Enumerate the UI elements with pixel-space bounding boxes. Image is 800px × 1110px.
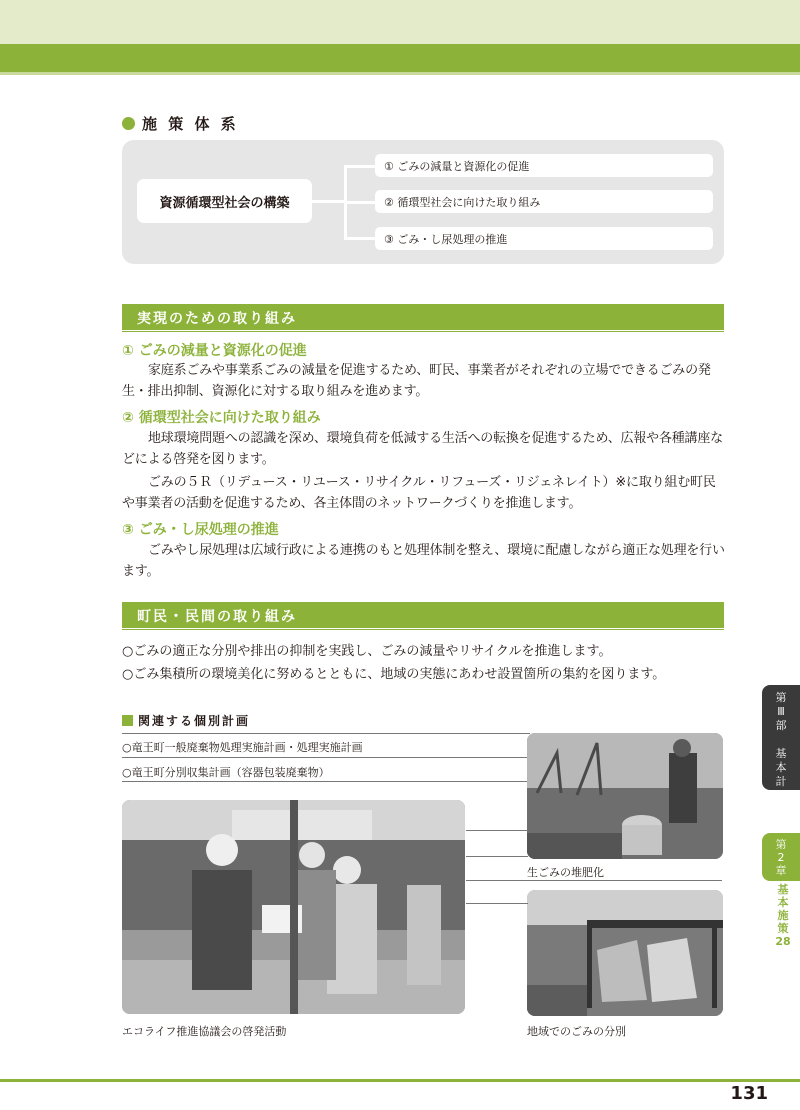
related-plan-item: ○竜王町分別収集計画（容器包装廃棄物）	[122, 766, 330, 779]
actions-band	[122, 304, 724, 330]
rule	[122, 733, 530, 734]
actions-band-title: 実現のための取り組み	[137, 311, 297, 327]
connector	[344, 165, 376, 168]
section-title: 施 策 体 系	[142, 115, 239, 133]
caption-sorting: 地域でのごみの分別	[527, 1025, 626, 1038]
square-bullet-icon	[122, 715, 133, 726]
band-underline	[122, 331, 724, 332]
policy-item: ① ごみの減量と資源化の促進	[375, 154, 713, 177]
photo-compost	[527, 733, 723, 859]
action-item-3-title: ③ ごみ・し尿処理の推進	[122, 522, 279, 538]
caption-campaign: エコライフ推進協議会の啓発活動	[122, 1025, 287, 1038]
policy-item: ③ ごみ・し尿処理の推進	[375, 227, 713, 250]
side-tab-part: 第 Ⅲ 部 基 本 計 画	[762, 685, 800, 790]
related-plan-item: ○竜王町一般廃棄物処理実施計画・処理実施計画	[122, 741, 363, 754]
citizens-band-title: 町民・民間の取り組み	[137, 609, 297, 625]
photo-campaign	[122, 800, 465, 1014]
section-bullet-icon	[122, 117, 135, 130]
header-line	[0, 72, 800, 75]
action-item-1-text: 家庭系ごみや事業系ごみの減量を促進するため、町民、事業者がそれぞれの立場でできるごみの発生・排出抑制、資源化に対する取り組みを進めます。	[122, 363, 711, 399]
citizens-line-1: ○ごみの適正な分別や排出の抑制を実践し、ごみの減量やリサイクルを推進します。	[122, 644, 612, 659]
connector	[344, 237, 376, 240]
connector	[344, 201, 376, 204]
footer-line	[0, 1079, 800, 1082]
action-item-2-title: ② 循環型社会に向けた取り組み	[122, 410, 321, 426]
caption-leader	[466, 903, 528, 904]
header-band	[0, 0, 800, 44]
rule	[466, 880, 722, 881]
page-number: 131	[730, 1083, 768, 1104]
action-item-3-text: ごみやし尿処理は広域行政による連携のもと処理体制を整え、環境に配慮しながら適正な処理を行います。	[122, 543, 725, 579]
citizens-line-2: ○ごみ集積所の環境美化に努めるとともに、地域の実態にあわせ設置箇所の集約を図ります。	[122, 667, 666, 682]
citizens-band	[122, 602, 724, 628]
header-bar	[0, 44, 800, 72]
policy-root: 資源循環型社会の構築	[137, 179, 312, 223]
caption-compost: 生ごみの堆肥化	[527, 866, 604, 879]
band-underline	[122, 629, 724, 630]
related-plans-title: 関連する個別計画	[138, 714, 251, 728]
rule	[122, 757, 530, 758]
action-item-1-title: ① ごみの減量と資源化の促進	[122, 343, 307, 359]
caption-leader	[466, 830, 528, 831]
caption-leader	[466, 856, 528, 857]
side-subtitle: 基 本 施 策 28	[775, 883, 791, 948]
action-item-2-text-1: 地球環境問題への認識を深め、環境負荷を低減する生活への転換を促進するため、広報や各種講座などによる啓発を図ります。	[122, 431, 723, 467]
rule	[122, 781, 530, 782]
photo-sorting	[527, 890, 723, 1016]
connector	[312, 200, 346, 203]
action-item-2-text-2: ごみの５Ｒ（リデュース・リユース・リサイクル・リフューズ・リジェネレイト）※に取り組む町民や事業者の活動を促進するため、各主体間のネットワークづくりを推進します。	[122, 475, 716, 511]
side-tab-chapter: 第 2 章	[762, 833, 800, 881]
policy-item: ② 循環型社会に向けた取り組み	[375, 190, 713, 213]
